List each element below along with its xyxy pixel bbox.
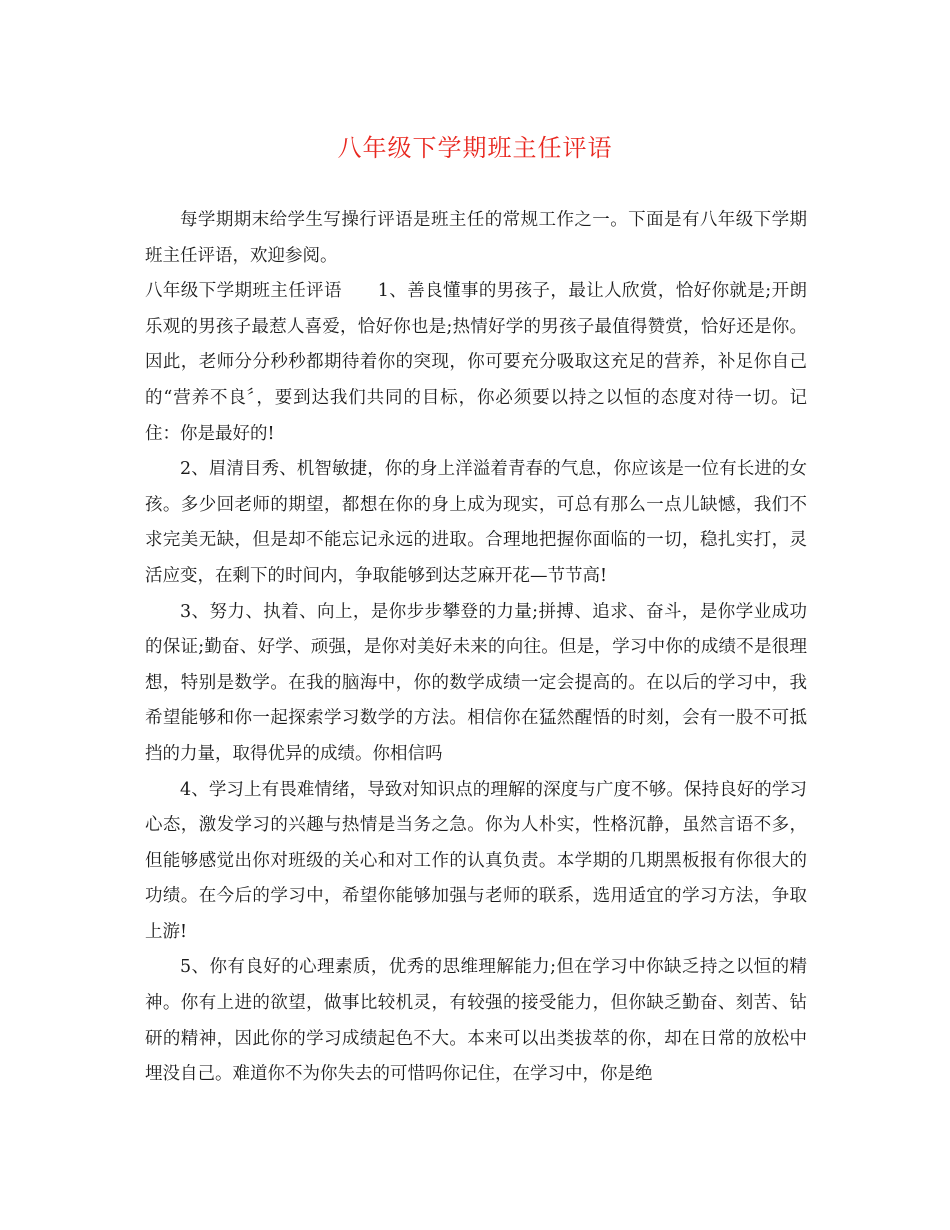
paragraph-comment-3: 3、努力、执着、向上，是你步步攀登的力量;拼搏、追求、奋斗，是你学业成功的保证;勤奋、好学、顽强，是你对美好未来的向往。但是，学习中你的成绩不是很理想，特别是数学。在我的脑海中，你的数学成绩一定会提高的。在以后的学习中，我希望能够和你一起探索学习数学的方法。相信你在猛然醒悟的时刻，会有一股不可抵挡的力量，取得优异的成绩。你相信吗	[145, 601, 807, 764]
paragraph-comment-2: 2、眉清目秀、机智敏捷，你的身上洋溢着青春的气息，你应该是一位有长进的女孩。多少回老师的期望，都想在你的身上成为现实，可总有那么一点儿缺憾，我们不求完美无缺，但是却不能忘记永远的进取。合理地把握你面临的一切，稳扎实打，灵活应变，在剩下的时间内，争取能够到达芝麻开花—节节高!	[145, 459, 807, 586]
paragraph-comment-4: 4、学习上有畏难情绪，导致对知识点的理解的深度与广度不够。保持良好的学习心态，激发学习的兴趣与热情是当务之急。你为人朴实，性格沉静，虽然言语不多，但能够感觉出你对班级的关心和对工作的认真负责。本学期的几期黑板报有你很大的功绩。在今后的学习中，希望你能够加强与老师的联系，选用适宜的学习方法，争取上游!	[145, 779, 807, 942]
paragraph-comment-1: 八年级下学期班主任评语 1、善良懂事的男孩子，最让人欣赏，恰好你就是;开朗乐观的男孩子最惹人喜爱，恰好你也是;热情好学的男孩子最值得赞赏，恰好还是你。因此，老师分分秒秒都期待着你的突现，你可要充分吸取这充足的营养，补足你自己的“营养不良〞，要到达我们共同的目标，你必须要以持之以恒的态度对待一切。记住：你是最好的!	[145, 281, 807, 444]
document-title: 八年级下学期班主任评语	[337, 134, 613, 162]
paragraph-intro: 每学期期末给学生写操行评语是班主任的常规工作之一。下面是有八年级下学期班主任评语，欢迎参阅。	[145, 210, 807, 266]
document-body	[145, 203, 807, 1093]
paragraph-comment-5: 5、你有良好的心理素质，优秀的思维理解能力;但在学习中你缺乏持之以恒的精神。你有上进的欲望，做事比较机灵，有较强的接受能力，但你缺乏勤奋、刻苦、钻研的精神，因此你的学习成绩起色不大。本来可以出类拔萃的你，却在日常的放松中埋没自己。难道你不为你失去的可惜吗你记住，在学习中，你是绝	[145, 957, 807, 1085]
